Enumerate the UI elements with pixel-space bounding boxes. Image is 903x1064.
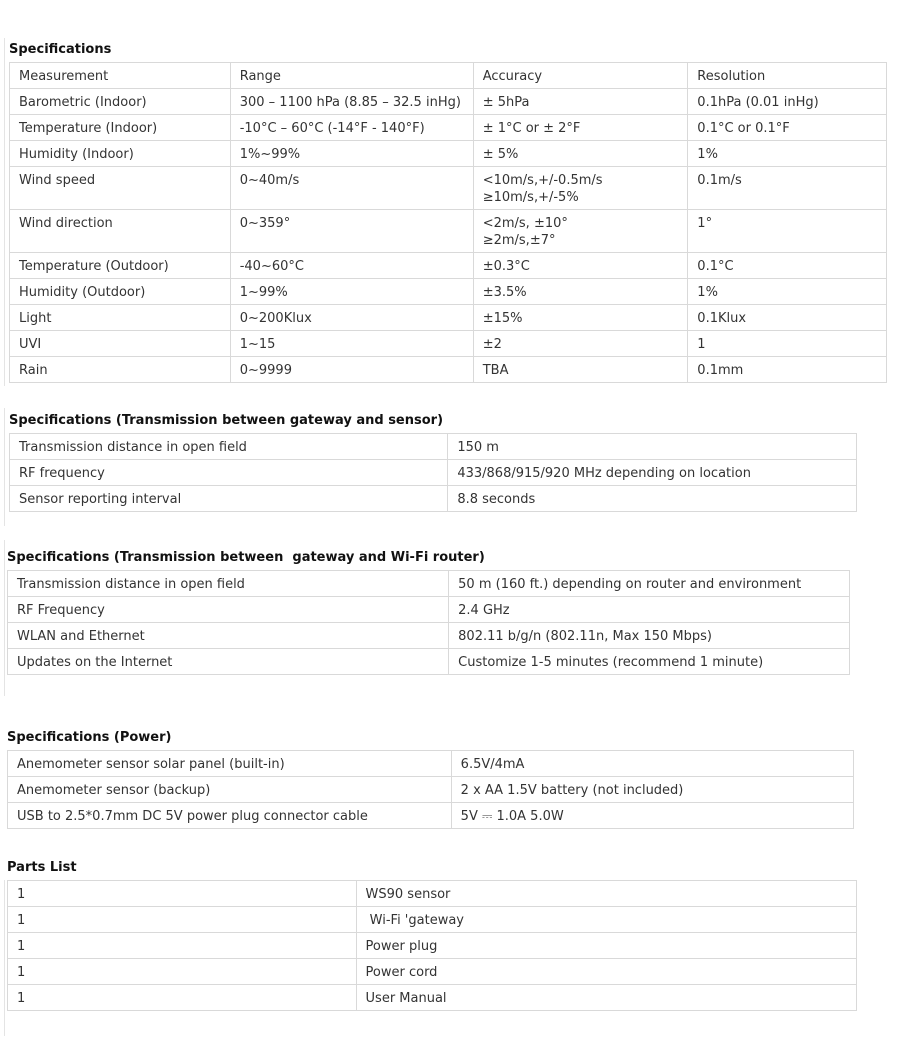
quantity-cell: 1	[8, 907, 357, 933]
table-row	[8, 623, 850, 649]
part-name-cell: User Manual	[356, 985, 856, 1011]
accuracy-line: <10m/s,+/-0.5m/s	[482, 173, 603, 188]
measurement-cell: Humidity (Indoor)	[10, 141, 231, 167]
resolution-cell: 1%	[688, 141, 887, 167]
table-row	[8, 571, 850, 597]
spec-value-cell: 8.8 seconds	[448, 486, 857, 512]
sensor-transmission-table	[9, 433, 857, 512]
left-rule	[4, 408, 5, 526]
sensor-transmission-section	[9, 412, 857, 512]
spec-value-cell: Customize 1-5 minutes (recommend 1 minute)	[449, 649, 850, 675]
power-table	[7, 750, 854, 829]
part-name-cell: Power plug	[356, 933, 856, 959]
table-row	[8, 959, 857, 985]
section-title	[7, 549, 850, 567]
resolution-cell: 0.1°C	[688, 253, 887, 279]
table-row	[8, 985, 857, 1011]
left-rule	[4, 38, 5, 386]
spec-value-cell: 50 m (160 ft.) depending on router and environment	[449, 571, 850, 597]
table-row	[10, 331, 887, 357]
parts-table	[7, 880, 857, 1011]
spec-label-cell: RF Frequency	[8, 597, 449, 623]
table-row	[10, 486, 857, 512]
accuracy-cell: ± 5%	[473, 141, 688, 167]
parts-list-section	[7, 859, 857, 1011]
measurement-cell: Temperature (Indoor)	[10, 115, 231, 141]
measurement-table	[9, 62, 887, 383]
spec-label-cell: Transmission distance in open field	[8, 571, 449, 597]
part-name-cell: WS90 sensor	[356, 881, 856, 907]
table-row	[10, 434, 857, 460]
left-rule	[4, 880, 5, 1036]
spec-label-cell: Sensor reporting interval	[10, 486, 448, 512]
table-row	[10, 115, 887, 141]
section-title: Specifications	[9, 42, 112, 57]
section-title-part: gateway	[292, 550, 355, 565]
spec-label-cell: Updates on the Internet	[8, 649, 449, 675]
accuracy-cell: ±0.3°C	[473, 253, 688, 279]
resolution-cell: 0.1mm	[688, 357, 887, 383]
accuracy-cell: ±2	[473, 331, 688, 357]
spec-value-cell: 802.11 b/g/n (802.11n, Max 150 Mbps)	[449, 623, 850, 649]
specifications-section	[9, 41, 887, 383]
section-title: Specifications (Power)	[7, 730, 172, 745]
accuracy-cell	[473, 167, 688, 210]
table-header-row	[10, 63, 887, 89]
table-row	[8, 649, 850, 675]
range-cell: 0~200Klux	[230, 305, 473, 331]
measurement-cell: Wind direction	[10, 210, 231, 253]
wifi-transmission-table	[7, 570, 850, 675]
resolution-cell: 1°	[688, 210, 887, 253]
table-row	[8, 881, 857, 907]
measurement-cell: Humidity (Outdoor)	[10, 279, 231, 305]
spec-label-cell: Anemometer sensor (backup)	[8, 777, 452, 803]
section-title-part: and Wi-Fi router)	[358, 550, 485, 565]
measurement-cell: UVI	[10, 331, 231, 357]
measurement-cell: Barometric (Indoor)	[10, 89, 231, 115]
quantity-cell: 1	[8, 959, 357, 985]
range-cell: 0~9999	[230, 357, 473, 383]
table-row	[10, 305, 887, 331]
table-row	[8, 907, 857, 933]
quantity-cell: 1	[8, 985, 357, 1011]
spec-label-cell: Anemometer sensor solar panel (built-in)	[8, 751, 452, 777]
table-row	[10, 460, 857, 486]
quantity-cell: 1	[8, 881, 357, 907]
spec-label-cell: RF frequency	[10, 460, 448, 486]
range-cell: -40~60°C	[230, 253, 473, 279]
table-row	[8, 777, 854, 803]
resolution-cell: 0.1Klux	[688, 305, 887, 331]
table-row	[8, 803, 854, 829]
header-resolution: Resolution	[688, 63, 887, 89]
spec-label-cell: USB to 2.5*0.7mm DC 5V power plug connector cable	[8, 803, 452, 829]
spec-value-cell: 2.4 GHz	[449, 597, 850, 623]
accuracy-cell: ± 1°C or ± 2°F	[473, 115, 688, 141]
table-row	[10, 357, 887, 383]
spec-value-cell: 433/868/915/920 MHz depending on location	[448, 460, 857, 486]
part-name-cell: Power cord	[356, 959, 856, 985]
table-row	[10, 279, 887, 305]
measurement-cell: Temperature (Outdoor)	[10, 253, 231, 279]
quantity-cell: 1	[8, 933, 357, 959]
spec-value-cell: 5V ⎓ 1.0A 5.0W	[451, 803, 853, 829]
header-measurement: Measurement	[10, 63, 231, 89]
range-cell: 0~40m/s	[230, 167, 473, 210]
accuracy-line: <2m/s, ±10°	[482, 216, 568, 231]
spec-value-cell: 150 m	[448, 434, 857, 460]
header-range: Range	[230, 63, 473, 89]
accuracy-line: ≥2m/s,±7°	[482, 233, 556, 248]
range-cell: -10°C – 60°C (-14°F - 140°F)	[230, 115, 473, 141]
accuracy-cell: TBA	[473, 357, 688, 383]
header-accuracy: Accuracy	[473, 63, 688, 89]
range-cell: 1~15	[230, 331, 473, 357]
spec-label-cell: Transmission distance in open field	[10, 434, 448, 460]
spec-value-cell: 2 x AA 1.5V battery (not included)	[451, 777, 853, 803]
resolution-cell: 1%	[688, 279, 887, 305]
resolution-cell: 0.1hPa (0.01 inHg)	[688, 89, 887, 115]
part-name-cell: Wi-Fi 'gateway	[356, 907, 856, 933]
range-cell: 1%~99%	[230, 141, 473, 167]
range-cell: 300 – 1100 hPa (8.85 – 32.5 inHg)	[230, 89, 473, 115]
accuracy-line: ≥10m/s,+/-5%	[482, 190, 579, 205]
resolution-cell: 1	[688, 331, 887, 357]
spec-value-cell: 6.5V/4mA	[451, 751, 853, 777]
range-cell: 1~99%	[230, 279, 473, 305]
table-row	[8, 597, 850, 623]
resolution-cell: 0.1m/s	[688, 167, 887, 210]
table-row	[10, 89, 887, 115]
range-cell: 0~359°	[230, 210, 473, 253]
section-title: Specifications (Transmission between gateway and sensor)	[9, 413, 444, 428]
accuracy-cell: ±3.5%	[473, 279, 688, 305]
table-row	[10, 141, 887, 167]
wifi-transmission-section	[7, 549, 850, 675]
section-title-part: Specifications (Transmission between	[7, 550, 284, 565]
table-row	[8, 751, 854, 777]
left-rule	[4, 540, 5, 696]
power-section	[7, 729, 854, 829]
table-row	[8, 933, 857, 959]
resolution-cell: 0.1°C or 0.1°F	[688, 115, 887, 141]
measurement-cell: Rain	[10, 357, 231, 383]
spec-label-cell: WLAN and Ethernet	[8, 623, 449, 649]
table-row	[10, 167, 887, 210]
table-row	[10, 253, 887, 279]
measurement-cell: Light	[10, 305, 231, 331]
section-title: Parts List	[7, 860, 77, 875]
accuracy-cell	[473, 210, 688, 253]
accuracy-cell: ±15%	[473, 305, 688, 331]
accuracy-cell: ± 5hPa	[473, 89, 688, 115]
table-row	[10, 210, 887, 253]
measurement-cell: Wind speed	[10, 167, 231, 210]
